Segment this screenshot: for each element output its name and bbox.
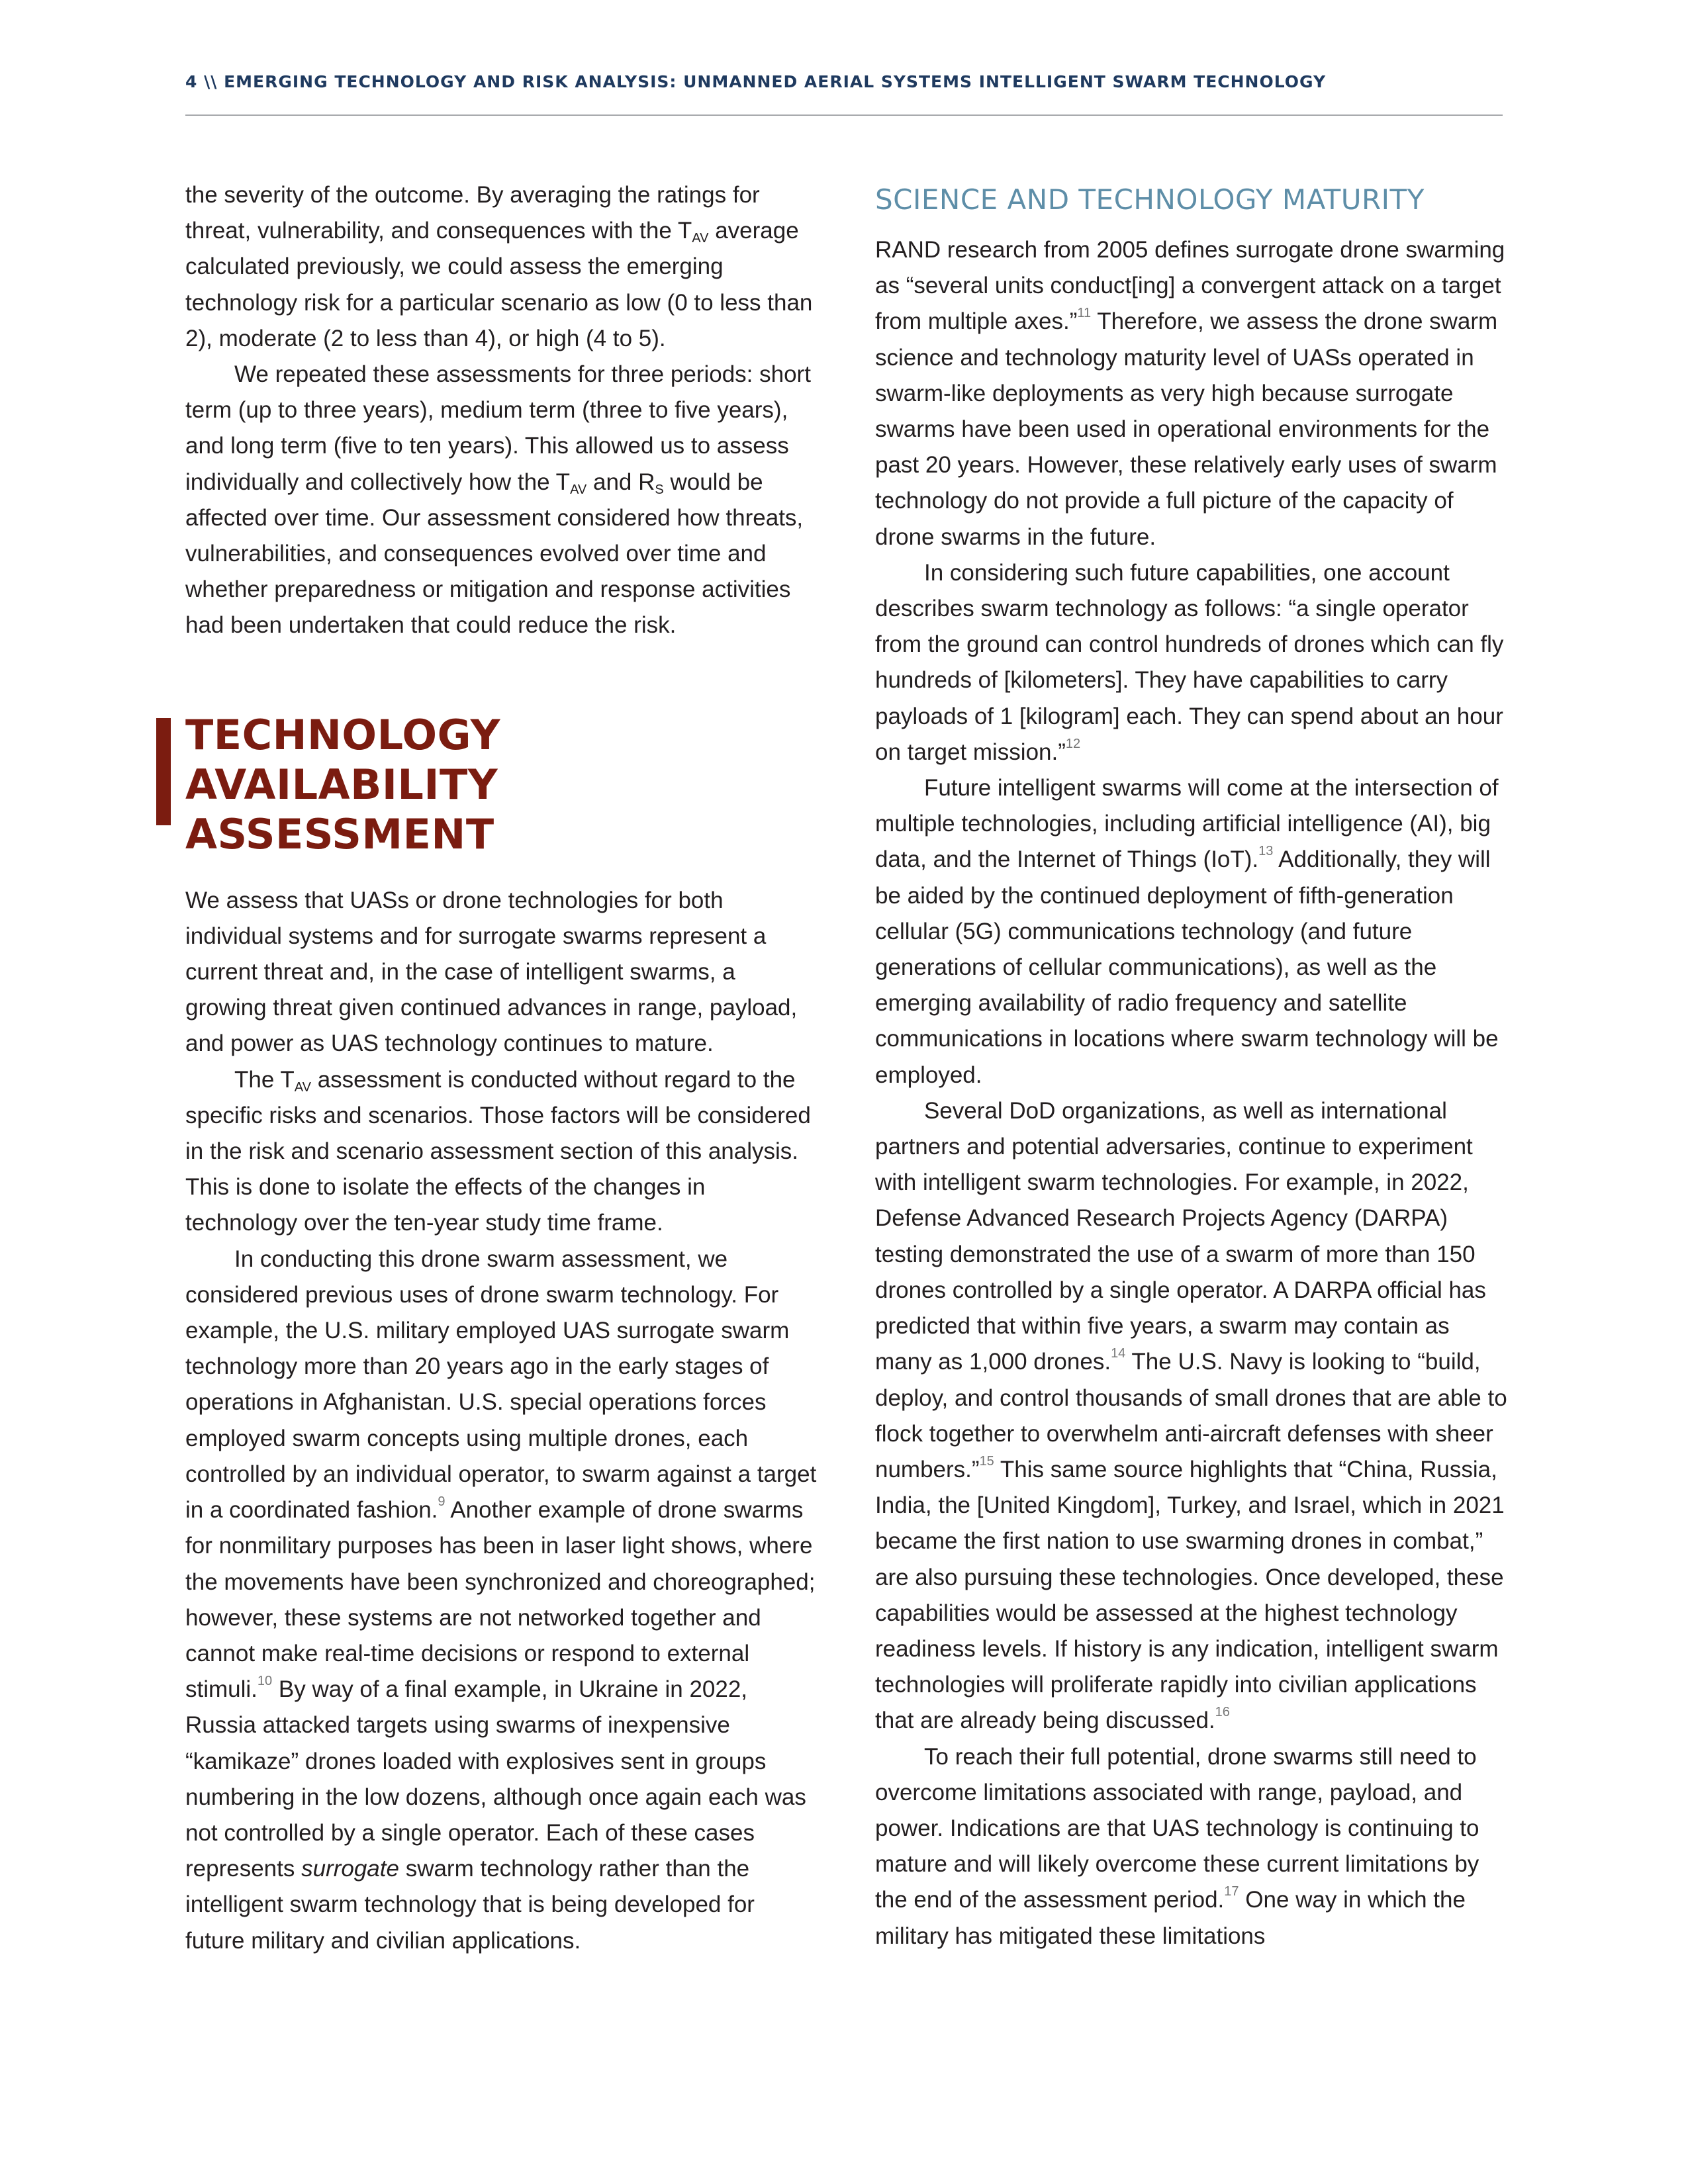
paragraph — [875, 1739, 1508, 1954]
text-run: By way of a final example, in Ukraine in 2022, Russia attacked targets using swarms of inexpensive “kamikaze” drones loaded with explosives sent in groups numbering in the low dozens, although once again each was not controlled by a single operator. Each of these cases represents — [185, 1676, 806, 1882]
footnote-ref[interactable]: 12 — [1065, 736, 1081, 751]
text-run: To reach their full potential, drone swarms still need to overcome limitations associated with range, payload, and power. Indications are that UAS technology is continuing to mature and will likely overcome these current limitations by the end of the assessment period. — [875, 1743, 1479, 1913]
paragraph — [185, 1242, 818, 1959]
footnote-ref[interactable]: 16 — [1215, 1705, 1230, 1720]
text-run: assessment is conducted without regard to the specific risks and scenarios. Those factors will be considered in the risk and scenario assessment section of this analysis. This is done to isolate the effects of the changes in technology over the ten-year study time frame. — [185, 1066, 811, 1236]
paragraph — [185, 357, 818, 644]
text-run: would be affected over time. Our assessment considered how threats, vulnerabilities, and consequences evolved over time and whether preparedness or mitigation and response activities had been undertaken that could reduce the risk. — [185, 469, 804, 639]
subscript: S — [655, 482, 664, 497]
running-header — [185, 68, 1503, 116]
footnote-ref[interactable]: 14 — [1111, 1346, 1126, 1361]
paragraph — [875, 1093, 1508, 1739]
text-run: Several DoD organizations, as well as international partners and potential adversaries, continue to experiment with intelligent swarm technologies. For example, in 2022, Defense Advanced Research Projects Agency (DARPA) testing demonstrated the use of a swarm of more than 150 drones controlled by a single operator. A DARPA official has predicted that within five years, a swarm may contain as many as 1,000 drones. — [875, 1097, 1486, 1375]
section-title: TECHNOLOGY AVAILABILITY ASSESSMENT — [185, 710, 501, 858]
paragraph — [875, 770, 1508, 1093]
right-column — [875, 177, 1508, 1954]
text-run: the severity of the outcome. By averaging the ratings for threat, vulnerability, and consequences with the T — [185, 182, 760, 244]
text-run: The T — [234, 1066, 295, 1093]
text-run: In conducting this drone swarm assessment, we considered previous uses of drone swarm technology. For example, the U.S. military employed UAS surrogate swarm technology more than 20 years ago in the early stages of operations in Afghanistan. U.S. special operations forces employed swarm concepts using multiple drones, each controlled by an individual operator, to swarm against a target in a coordinated fashion. — [185, 1246, 817, 1524]
paragraph — [875, 232, 1508, 555]
paragraph — [185, 177, 818, 357]
text-run: Future intelligent swarms will come at the intersection of multiple technologies, including artificial intelligence (AI), big data, and the Internet of Things (IoT). — [875, 775, 1499, 873]
text-run: We repeated these assessments for three periods: short term (up to three years), medium term (three to five years), and long term (five to ten years). This allowed us to assess individually and collectively how the T — [185, 361, 811, 495]
text-run: RAND research from 2005 defines surrogate drone swarming as “several units conduct[ing] a convergent attack on a target from multiple axes.” — [875, 237, 1505, 335]
footnote-ref[interactable]: 10 — [257, 1674, 273, 1689]
text-run: swarm technology rather than the intelligent swarm technology that is being developed for future military and civilian applications. — [185, 1856, 755, 1954]
footnote-ref[interactable]: 11 — [1077, 306, 1092, 321]
text-run: Additionally, they will be aided by the continued deployment of fifth-generation cellular (5G) communications technology (and future generations of cellular communications), as well as the emerging availability of radio frequency and satellite communications in locations where swarm technology will be employed. — [875, 846, 1499, 1088]
subsection-heading: SCIENCE AND TECHNOLOGY MATURITY — [875, 183, 1425, 216]
subscript: AV — [692, 231, 709, 246]
subscript: AV — [294, 1079, 311, 1095]
text-run: The U.S. Navy is looking to “build, deploy, and control thousands of small drones that are able to flock together to overwhelm anti-aircraft defenses with sheer numbers.” — [875, 1349, 1507, 1482]
text-run: In considering such future capabilities, one account describes swarm technology as follows: “a single operator from the ground can control hundreds of drones which can fly hundreds of [kilometers]. They have capabilities to carry payloads of 1 [kilogram] each. They can spend about an hour on target mission.” — [875, 559, 1504, 765]
text-run: and R — [586, 469, 655, 495]
footnote-ref[interactable]: 13 — [1258, 844, 1274, 859]
paragraph: We assess that UASs or drone technologies for both individual systems and for surrogate swarms represent a current threat and, in the case of intelligent swarms, a growing threat given continued advances in range, payload, and power as UAS technology continues to mature. — [185, 887, 798, 1057]
footnote-ref[interactable]: 15 — [979, 1453, 994, 1469]
paragraph — [185, 1062, 818, 1242]
text-run: Therefore, we assess the drone swarm science and technology maturity level of UASs operated in swarm-like deployments as very high because surrogate swarms have been used in operational environments for the past 20 years. However, these relatively early uses of swarm technology do not provide a full picture of the capacity of drone swarms in the future. — [875, 308, 1498, 550]
footnote-ref[interactable]: 9 — [438, 1494, 445, 1510]
text-run: Another example of drone swarms for nonmilitary purposes has been in laser light shows, where the movements have been synchronized and choreographed; however, these systems are not networked together and cannot make real-time decisions or respond to external stimuli. — [185, 1497, 816, 1703]
emphasis: surrogate — [301, 1856, 399, 1882]
footnote-ref[interactable]: 17 — [1224, 1884, 1239, 1899]
text-run: One way in which the military has mitigated these limitations — [875, 1887, 1466, 1949]
section-heading — [185, 710, 818, 859]
text-run: average calculated previously, we could assess the emerging technology risk for a particular scenario as low (0 to less than 2), moderate (2 to less than 4), or high (4 to 5). — [185, 218, 813, 351]
subscript: AV — [570, 482, 587, 497]
text-run: This same source highlights that “China, Russia, India, the [United Kingdom], Turkey, and Israel, which in 2021 became the first nation to use swarming drones in combat,” are also pursuing these technologies. Once developed, these capabilities would be assessed at the highest technology readiness levels. If history is any indication, intelligent swarm technologies will proliferate rapidly into civilian applications that are already being discussed. — [875, 1456, 1505, 1734]
left-column — [185, 177, 818, 1959]
section-accent-bar — [156, 718, 171, 825]
running-header-text: 4 \\ EMERGING TECHNOLOGY AND RISK ANALYSIS: UNMANNED AERIAL SYSTEMS INTELLIGENT SWARM TECHNOLOGY — [185, 72, 1327, 91]
paragraph — [875, 555, 1508, 770]
